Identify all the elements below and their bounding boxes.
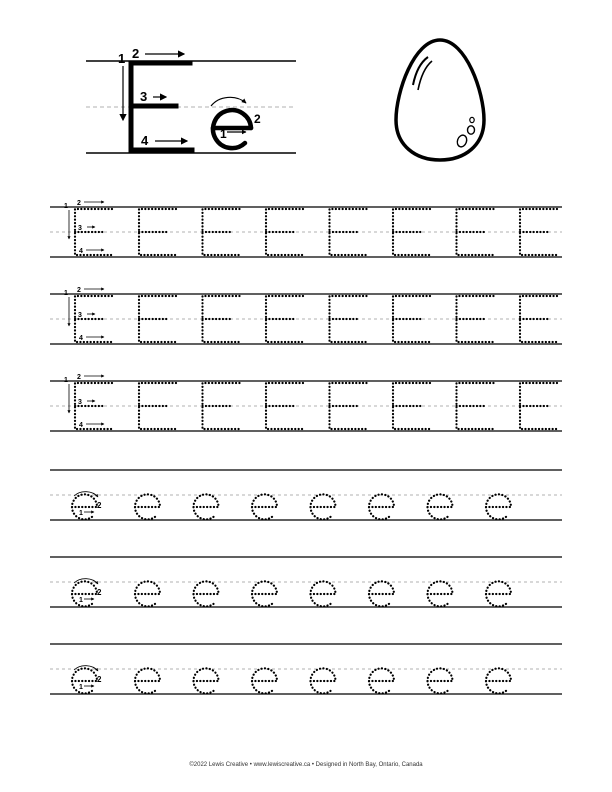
uppercase-trace-letter bbox=[457, 296, 494, 342]
lowercase-stroke-number-1: 1 bbox=[220, 127, 227, 141]
lowercase-trace-letter bbox=[369, 668, 394, 693]
lowercase-trace-letter bbox=[486, 668, 511, 693]
lowercase-trace-letter bbox=[135, 494, 160, 519]
lowercase-trace-letter bbox=[135, 668, 160, 693]
lowercase-trace-letter bbox=[311, 494, 336, 519]
lowercase-trace-letter bbox=[428, 581, 453, 606]
uppercase-practice-row bbox=[50, 287, 562, 344]
stroke-number-label: 1 bbox=[79, 684, 83, 691]
stroke-number-label: 3 bbox=[78, 399, 82, 406]
uppercase-trace-letter bbox=[330, 296, 367, 342]
stroke-number-label: 1 bbox=[79, 510, 83, 517]
stroke-number-label: 1 bbox=[64, 377, 68, 384]
footer-credit: ©2022 Lewis Creative • www.lewiscreative.ca • Designed in North Bay, Ontario, Canada bbox=[189, 762, 423, 768]
stroke-number-label: 1 bbox=[64, 290, 68, 297]
header-demo bbox=[86, 40, 484, 160]
practice-area bbox=[50, 200, 562, 694]
lowercase-starter-letter bbox=[72, 579, 102, 607]
stroke-number-label: 2 bbox=[97, 675, 102, 684]
egg-picture bbox=[396, 40, 484, 160]
lowercase-trace-letter bbox=[428, 668, 453, 693]
stroke-number-4: 4 bbox=[141, 133, 149, 148]
stroke-number-label: 2 bbox=[97, 501, 102, 510]
lowercase-starter-letter bbox=[72, 666, 102, 694]
lowercase-trace-letter bbox=[252, 494, 277, 519]
stroke-number-label: 4 bbox=[79, 248, 83, 255]
uppercase-starter-letter bbox=[64, 374, 112, 429]
lowercase-trace-letter bbox=[194, 668, 219, 693]
stroke-number-2: 2 bbox=[132, 46, 140, 61]
lowercase-trace-letter bbox=[486, 581, 511, 606]
stroke-number-label: 2 bbox=[97, 588, 102, 597]
lowercase-practice-row bbox=[50, 470, 562, 520]
lowercase-trace-letter bbox=[369, 494, 394, 519]
lowercase-trace-letter bbox=[194, 581, 219, 606]
stroke-number-label: 4 bbox=[79, 422, 83, 429]
lowercase-trace-letter bbox=[135, 581, 160, 606]
uppercase-trace-letter bbox=[457, 209, 494, 255]
lowercase-practice-row bbox=[50, 644, 562, 694]
uppercase-trace-letter bbox=[330, 383, 367, 429]
stroke-number-label: 1 bbox=[64, 203, 68, 210]
lowercase-starter-letter bbox=[72, 492, 102, 520]
stroke-number-label: 3 bbox=[78, 225, 82, 232]
stroke-number-label: 2 bbox=[77, 287, 81, 294]
lowercase-stroke-number-2: 2 bbox=[254, 112, 261, 126]
lowercase-trace-letter bbox=[428, 494, 453, 519]
uppercase-trace-letter bbox=[330, 209, 367, 255]
lowercase-trace-letter bbox=[194, 494, 219, 519]
lowercase-trace-letter bbox=[486, 494, 511, 519]
stroke-number-label: 2 bbox=[77, 200, 81, 207]
stroke-number-label: 3 bbox=[78, 312, 82, 319]
stroke-number-label: 1 bbox=[79, 597, 83, 604]
stroke-number-1: 1 bbox=[118, 51, 126, 66]
uppercase-starter-letter bbox=[64, 287, 112, 342]
lowercase-trace-letter bbox=[252, 581, 277, 606]
lowercase-trace-letter bbox=[369, 581, 394, 606]
stroke-number-3: 3 bbox=[140, 89, 148, 104]
lowercase-practice-row bbox=[50, 557, 562, 607]
stroke-number-label: 4 bbox=[79, 335, 83, 342]
lowercase-trace-letter bbox=[311, 581, 336, 606]
uppercase-practice-row bbox=[50, 200, 562, 257]
lowercase-trace-letter bbox=[252, 668, 277, 693]
stroke-number-label: 2 bbox=[77, 374, 81, 381]
uppercase-trace-letter bbox=[457, 383, 494, 429]
lowercase-e-model bbox=[213, 110, 251, 148]
lowercase-trace-letter bbox=[311, 668, 336, 693]
uppercase-starter-letter bbox=[64, 200, 112, 255]
uppercase-practice-row bbox=[50, 374, 562, 431]
